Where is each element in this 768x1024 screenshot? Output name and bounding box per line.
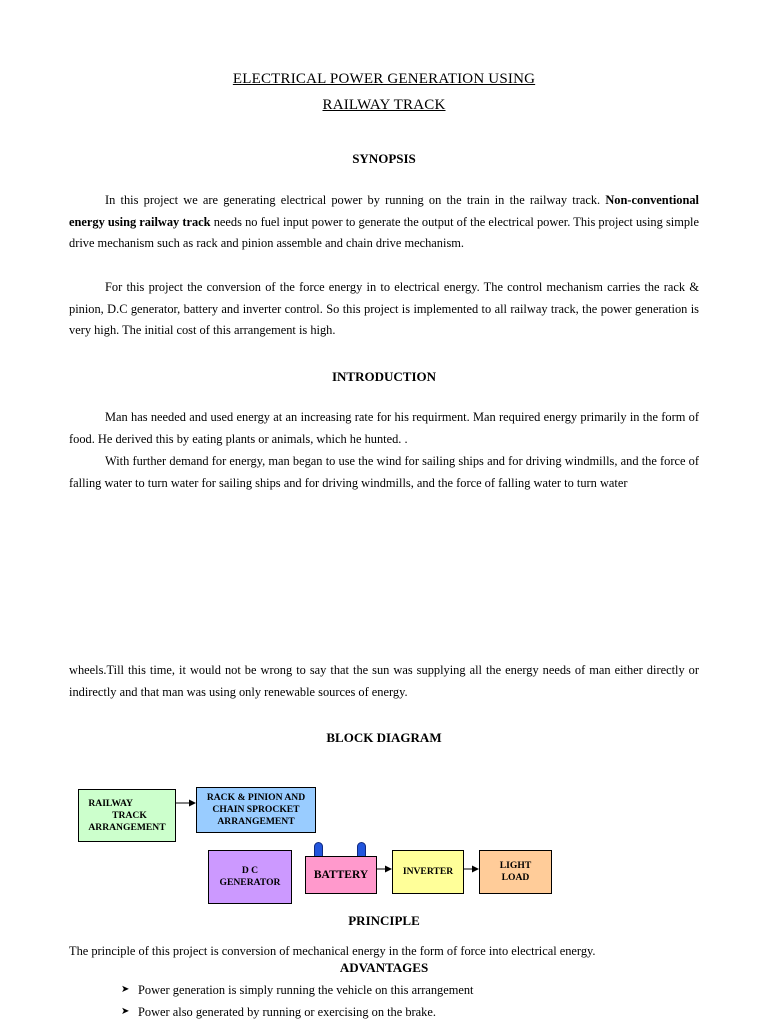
- list-item: [121, 1001, 474, 1023]
- arrow-bullet-icon: ➤: [121, 984, 130, 995]
- document-title-line2: RAILWAY TRACK: [322, 97, 446, 113]
- dc-generator-block: [208, 850, 292, 904]
- introduction-paragraph-2: With further demand for energy, man began to use the wind for sailing ships and for driving windmills, and the force of falling water to turn water for sailing ships and for driving windmills, and the force of falling water to turn water: [69, 454, 699, 490]
- introduction-paragraph-1: Man has needed and used energy at an increasing rate for his requirment. Man required energy primarily in the form of food. He derived this by eating plants or animals, which he hunted. .: [69, 410, 699, 446]
- railway-track-label: RAILWAY TRACK ARRANGEMENT: [88, 797, 166, 833]
- advantage-text: Power also generated by running or exercising on the brake.: [138, 1005, 436, 1019]
- advantages-heading: ADVANTAGES: [339, 960, 429, 975]
- synopsis-text-part2: needs no fuel input power to generate the output of the electrical power. This project using simple drive mechanism such as rack and pinion assemble and chain drive mechanism.: [69, 214, 699, 251]
- synopsis-heading: SYNOPSIS: [352, 151, 416, 166]
- advantage-text: Power generation is simply running the vehicle on this arrangement: [138, 983, 474, 997]
- inverter-block: [392, 850, 464, 894]
- synopsis-bold-term: Non-conventional energy using railway track: [69, 193, 699, 229]
- rack-pinion-label: RACK & PINION AND CHAIN SPROCKET ARRANGEMENT: [206, 792, 306, 827]
- synopsis-text-part1: In this project we are generating electrical power by running on the train in the railway track.: [105, 193, 606, 207]
- advantages-list: [121, 979, 474, 1023]
- rack-pinion-block: [196, 787, 316, 833]
- light-load-block: [479, 850, 552, 894]
- list-item: [121, 979, 474, 1001]
- dc-generator-label: D C GENERATOR: [219, 865, 281, 888]
- synopsis-paragraph-2: For this project the conversion of the force energy in to electrical energy. The control mechanism carries the rack & pinion, D.C generator, battery and inverter control. So this project is implemented to all railway track, the power generation is very high. The initial cost of this arrangement is high.: [69, 280, 699, 338]
- light-load-label: LIGHT LOAD: [499, 860, 532, 883]
- block-diagram-heading: BLOCK DIAGRAM: [326, 730, 442, 745]
- introduction-paragraph-3: wheels.Till this time, it would not be wrong to say that the sun was supplying all the energy needs of man either directly or indirectly and that man was using only renewable sources of energy.: [69, 663, 699, 699]
- inverter-label: INVERTER: [402, 866, 454, 877]
- introduction-heading: INTRODUCTION: [331, 369, 436, 384]
- document-title-line1: ELECTRICAL POWER GENERATION USING: [232, 71, 536, 87]
- arrow-bullet-icon: ➤: [121, 1006, 130, 1017]
- principle-heading: PRINCIPLE: [348, 913, 420, 928]
- battery-block: [305, 856, 377, 894]
- battery-label: BATTERY: [313, 869, 369, 881]
- principle-text: The principle of this project is conversion of mechanical energy in the form of force into electrical energy.: [69, 944, 596, 958]
- railway-track-block: [78, 789, 176, 842]
